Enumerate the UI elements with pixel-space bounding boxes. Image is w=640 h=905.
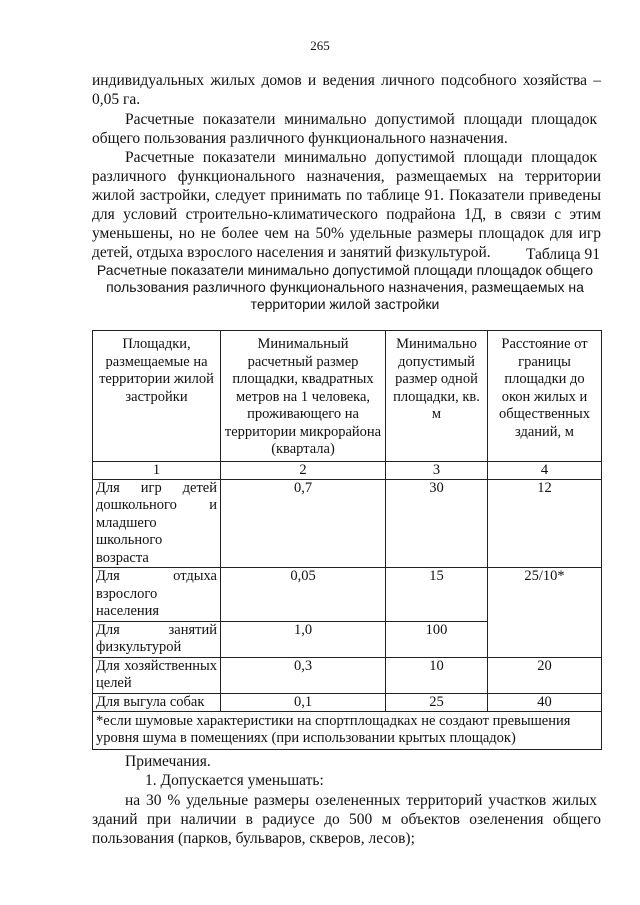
- section-heading-line: общего пользования различного функционального назначения.: [92, 130, 508, 147]
- note-text-line: зданий при наличии в радиусе до 500 м объектов озеленения общего: [92, 811, 601, 828]
- table-row: [93, 568, 602, 622]
- table-row: [93, 693, 602, 712]
- min-size-cell: 30: [386, 479, 488, 568]
- table-header-row: [93, 331, 602, 462]
- per-person-cell: 0,05: [221, 568, 386, 622]
- distance-cell: 25/10*: [488, 568, 602, 658]
- body-line: детей, отдыха взрослого населения и занятий физкультурой.: [92, 244, 491, 261]
- note-text-line: пользования (парков, бульваров, скверов, лесов);: [92, 830, 415, 847]
- min-size-cell: 15: [386, 568, 488, 622]
- column-number: 3: [386, 461, 488, 479]
- column-number-row: [93, 461, 602, 479]
- area-name-cell: Для хозяйственных целей: [93, 657, 221, 693]
- header-cell: Площадки, размещаемые на территории жилой застройки: [93, 331, 221, 462]
- table-footnote: *если шумовые характеристики на спортплощадках не создают превышения уровня шума в помещениях (при использовании крытых площадок): [93, 712, 602, 750]
- header-cell: Расстояние от границы площадки до окон жилых и общественных зданий, м: [488, 331, 602, 462]
- body-line: уменьшены, но не более чем на 50% удельные размеры площадок для игр: [92, 225, 601, 242]
- table-title: [80, 262, 610, 313]
- per-person-cell: 0,7: [221, 479, 386, 568]
- paragraph-line: индивидуальных жилых домов и ведения личного подсобного хозяйства –: [92, 72, 601, 89]
- table-title-line: территории жилой застройки: [250, 296, 440, 312]
- column-number: 1: [93, 461, 221, 479]
- body-line: различного функционального назначения, размещаемых на территории: [92, 168, 601, 185]
- body-line: для условий строительно-климатического подрайона 1Д, в связи с этим: [92, 206, 601, 223]
- area-name-cell: Для занятий физкультурой: [93, 621, 221, 657]
- note-item: 1. Допускается уменьшать:: [145, 772, 324, 789]
- distance-cell: 20: [488, 657, 602, 693]
- playground-area-table: [92, 330, 602, 750]
- paragraph-line: 0,05 га.: [92, 91, 141, 108]
- header-cell: Минимальный расчетный размер площадки, квадратных метров на 1 человека, проживающего на территории микрорайона (квартала): [221, 331, 386, 462]
- notes-heading: Примечания.: [125, 753, 211, 770]
- header-cell: Минимально допустимый размер одной площадки, кв. м: [386, 331, 488, 462]
- table-row: [93, 657, 602, 693]
- min-size-cell: 100: [386, 621, 488, 657]
- column-number: 4: [488, 461, 602, 479]
- min-size-cell: 25: [386, 693, 488, 712]
- distance-cell: 12: [488, 479, 602, 568]
- table-label: Таблица 91: [525, 246, 600, 263]
- table-title-line: Расчетные показатели минимально допустимой площади площадок общего: [96, 262, 594, 278]
- min-size-cell: 10: [386, 657, 488, 693]
- page-number: 265: [310, 38, 330, 53]
- per-person-cell: 0,3: [221, 657, 386, 693]
- body-line: Расчетные показатели минимально допустимой площади площадок: [125, 149, 597, 166]
- per-person-cell: 0,1: [221, 693, 386, 712]
- table-row: [93, 479, 602, 568]
- note-text-line: на 30 % удельные размеры озелененных территорий участков жилых: [125, 792, 597, 809]
- table-footnote-row: [93, 712, 602, 750]
- area-name-cell: Для выгула собак: [93, 693, 221, 712]
- area-name-cell: Для игр детей дошкольного и младшего школьного возраста: [93, 479, 221, 568]
- body-line: жилой застройки, следует принимать по таблице 91. Показатели приведены: [92, 187, 601, 204]
- per-person-cell: 1,0: [221, 621, 386, 657]
- column-number: 2: [221, 461, 386, 479]
- table-title-line: пользования различного функционального назначения, размещаемых на: [106, 279, 584, 295]
- section-heading-line: Расчетные показатели минимально допустимой площади площадок: [125, 111, 597, 128]
- distance-cell: 40: [488, 693, 602, 712]
- area-name-cell: Для отдыха взрослого населения: [93, 568, 221, 622]
